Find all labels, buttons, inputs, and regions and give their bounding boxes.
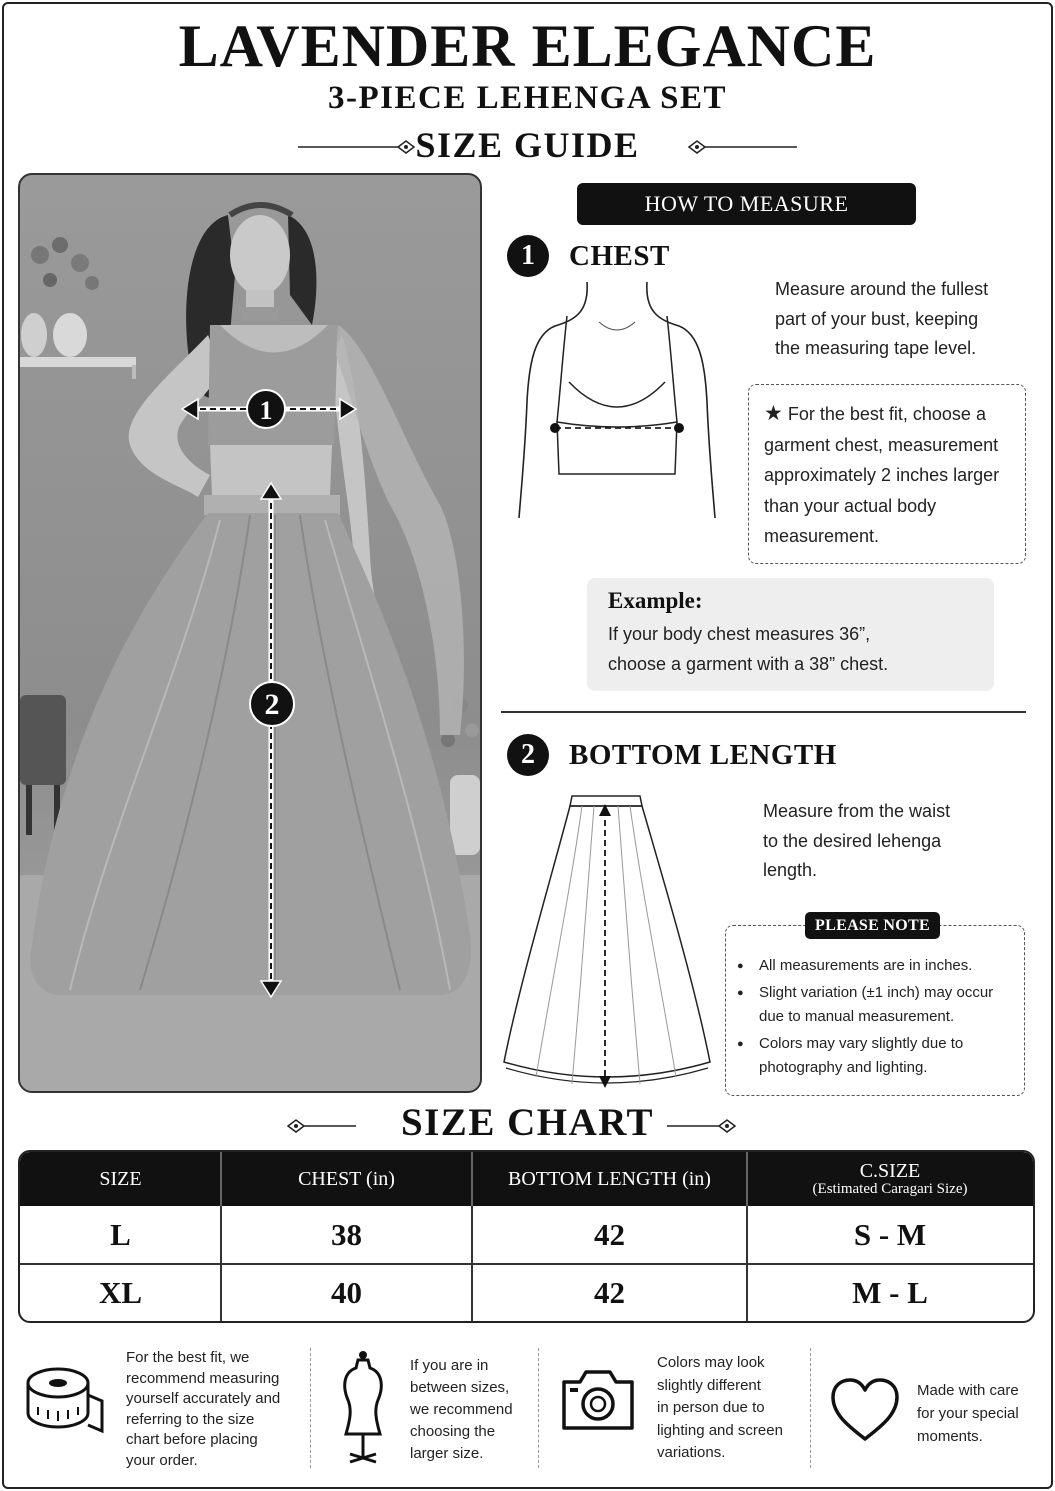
bottom-instruction-line: Measure from the waist: [763, 801, 951, 821]
footer-care-note: Made with care for your special moments.: [917, 1382, 1019, 1445]
footer-fit-tip: For the best fit, we recommend measuring yourself accurately and referring to the size chart before placing your order.: [126, 1349, 281, 1469]
example-line: choose a garment with a 38” chest.: [608, 653, 889, 674]
example-heading: Example:: [608, 588, 703, 613]
ornament-right-icon: [685, 137, 797, 157]
chest-instruction-line: the measuring tape level.: [775, 338, 977, 358]
column-divider: [746, 1206, 748, 1321]
model-photo: [18, 173, 482, 1093]
table-cell: M - L: [852, 1275, 928, 1310]
bottom-length-instructions: [763, 797, 1023, 886]
footer-separator: [538, 1348, 539, 1468]
c-size-label: C.SIZE: [859, 1160, 921, 1182]
note-item: ● All measurements are in inches.: [735, 954, 1020, 978]
size-chart-table: [18, 1150, 1035, 1323]
header-chest: CHEST (in): [298, 1168, 395, 1190]
header-bottom-length: BOTTOM LENGTH (in): [508, 1168, 711, 1190]
header-size: SIZE: [99, 1168, 142, 1190]
page-subtitle: 3-PIECE LEHENGA SET: [328, 80, 727, 116]
chest-instructions: [775, 275, 1035, 364]
chest-instruction-line: Measure around the fullest: [775, 279, 989, 299]
tip-line: measurement.: [764, 526, 880, 546]
table-cell: 40: [331, 1275, 362, 1310]
please-note-label: PLEASE NOTE: [805, 912, 940, 939]
bottom-instruction-line: to the desired lehenga: [763, 830, 942, 851]
chest-instruction-line: part of your bust, keeping: [775, 308, 979, 329]
skirt-diagram-icon: [500, 792, 715, 1092]
table-cell: L: [110, 1216, 131, 1252]
tip-line: garment chest, measurement: [764, 434, 999, 455]
c-size-sublabel: (Estimated Caragari Size): [812, 1181, 968, 1197]
tip-line: approximately 2 inches larger: [764, 465, 1000, 485]
column-divider: [471, 1206, 473, 1321]
please-note-list: [735, 954, 1020, 1083]
section-divider: [501, 711, 1026, 713]
dress-form-icon: [338, 1350, 388, 1468]
star-icon: ★: [764, 402, 783, 425]
chest-step-number: 1: [507, 235, 549, 277]
column-divider: [220, 1206, 222, 1321]
note-item: ● Slight variation (±1 inch) may occur due to manual measurement.: [735, 981, 1020, 1029]
table-cell: 42: [594, 1216, 625, 1252]
footer-between-sizes-tip: If you are in between sizes, we recommend choosing the larger size.: [410, 1357, 513, 1462]
header-divider: [746, 1152, 748, 1206]
photo-chest-marker: 1: [246, 389, 286, 429]
bottom-length-title: BOTTOM LENGTH: [569, 739, 837, 771]
camera-icon: [560, 1368, 636, 1432]
table-cell: 38: [331, 1216, 362, 1252]
header-c-size: [747, 1152, 1033, 1206]
header-divider: [220, 1152, 222, 1206]
footer-colors-tip: Colors may look slightly different in person due to lighting and screen variations.: [657, 1354, 783, 1461]
footer-separator: [810, 1348, 811, 1468]
measuring-tape-icon: [24, 1355, 106, 1437]
example-line: If your body chest measures 36”,: [608, 624, 871, 644]
ornament-right-icon: [667, 1116, 737, 1136]
size-guide-label: SIZE GUIDE: [415, 125, 640, 165]
bottom-instruction-line: length.: [763, 860, 818, 880]
photo-length-marker: 2: [249, 681, 295, 727]
best-fit-tip: [764, 399, 1024, 552]
chest-title: CHEST: [569, 240, 670, 272]
note-item: ● Colors may vary slightly due to photography and lighting.: [735, 1032, 1020, 1080]
example-text: [608, 620, 988, 679]
tip-line: than your actual body: [764, 495, 937, 516]
table-cell: S - M: [853, 1216, 927, 1252]
how-to-measure-label: HOW TO MEASURE: [577, 183, 916, 225]
footer-separator: [310, 1348, 311, 1468]
model-illustration: [20, 175, 480, 1091]
table-header-row: [20, 1152, 1033, 1206]
tip-line: For the best fit, choose a: [787, 404, 986, 424]
table-cell: XL: [98, 1275, 143, 1310]
size-chart-title: SIZE CHART: [400, 1101, 655, 1144]
heart-icon: [830, 1377, 900, 1443]
header-divider: [471, 1152, 473, 1206]
bottom-step-number: 2: [507, 734, 549, 776]
blouse-diagram-icon: [515, 282, 720, 522]
table-cell: 42: [594, 1275, 625, 1310]
page-title: LAVENDER ELEGANCE: [178, 13, 877, 79]
